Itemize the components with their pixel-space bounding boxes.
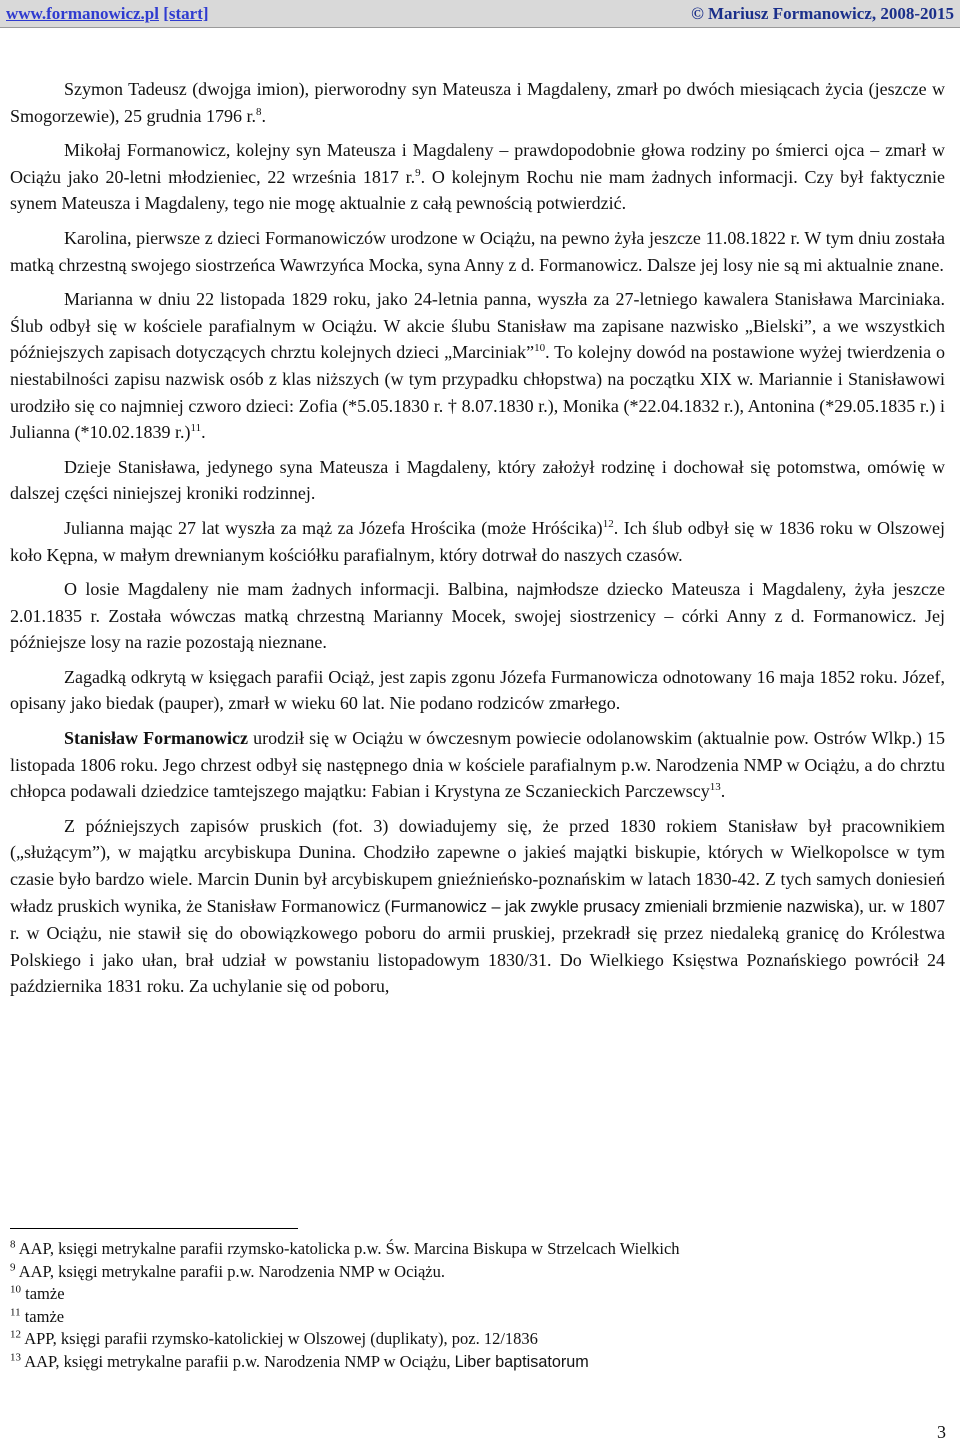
paragraph-text: Z późniejszych zapisów pruskich (fot. 3) dowiadujemy się, że przed 1830 rokiem Stanisław był pracownikiem („służącym”), w majątku arcybiskupa Dunina. Chodziło zapewne o jakieś majątki biskupie, których w Wielkopolsce w tym czasie było bardzo wiele. Marcin Dunin był arcybiskupem gnieźnieńsko-poznańskim w latach 1830-42. Z tych samych doniesień władz pruskich wynika, że Stanisław Formanowicz ( [10,815,945,916]
footnote-number: 10 [10,1283,21,1296]
paragraph-julianna [10,515,945,568]
paragraph-text: . [720,781,726,802]
paragraph-text: . [201,422,206,443]
paragraph-jozef [10,664,945,717]
start-link[interactable]: [start] [163,4,209,23]
footnote-text: AAP, księgi metrykalne parafii rzymsko-katolicka p.w. Św. Marcina Biskupa w Strzelcach Wielkich [18,1239,680,1258]
paragraph-text: ), ur. w 1807 r. w Ociążu, nie stawił się do obowiązkowego poboru do armii pruskiej, przekradł się przez niedaleką granicę do Królestwa Polskiego i jako ułan, brał udział w powstaniu listopadowym 1830/31. Do Wielkiego Księstwa Poznańskiego powrócił 24 października 1831 roku. Za uchylanie się od poboru, [10,895,945,997]
paragraph-text: . O kolejnym Rochu nie mam żadnych informacji. Czy był faktycznie synem Mateusza i Magdaleny, tego nie mogę aktualnie z całą pewnością potwierdzić. [10,166,946,214]
paragraph-szymon: Szymon Tadeusz (dwojga imion), pierworodny syn Mateusza i Magdaleny, zmarł po dwóch miesiącach życia (jeszcze w Smogorzewie), 25 grudnia 1796 r.$^8$. [10,79,945,126]
footnote-text: tamże [24,1306,65,1326]
footnote-text: tamże [25,1284,65,1303]
page-number: 3 [937,1422,946,1442]
footnote-number: 13 [10,1351,21,1363]
paragraph-text: Julianna mając 27 lat wyszła za mąż za Józefa Hrościka (może Hróścika) [64,517,603,538]
footnote-item [10,1328,945,1351]
paragraph-text: . To kolejny dowód na postawione wyżej twierdzenia o niestabilności zapisu nazwisk osób z klas niższych (w tym przypadku chłopstwa) na początku XIX w. Mariannie i Stanisławowi urodziło się co najmniej czworo dzieci: Zofia (*5.05.1830 r. † 8.07.1830 r.), Monika (*22.04.1832 r.), Antonina (*29.05.1835 r.) i Julianna (*10.02.1839 r.) [10,342,945,443]
paragraph-karolina [10,225,945,278]
footnote-text: AAP, księgi metrykalne parafii p.w. Narodzenia NMP w Ociążu, [24,1351,455,1371]
footnote-item [10,1306,945,1329]
paragraph-marianna [10,286,945,446]
footnote-number: 8 [10,1238,16,1251]
paragraph-text: urodził się w Ociążu w ówczesnym powiecie odolanowskim (aktualnie pow. Ostrów Wlkp.) 15 listopada 1806 roku. Jego chrzest odbył się następnego dnia w kościele parafialnym p.w. Narodzenia NMP w Ociążu, a do chrztu chłopca podawali dziedzice tamtejszego majątku: Fabian i Krystyna ze Sczanieckich Parczewscy [10,728,945,802]
header-links [6,0,209,27]
footnote-number: 12 [10,1328,21,1341]
paragraph-text: Mikołaj Formanowicz, kolejny syn Mateusza i Magdaleny – prawdopodobnie głowa rodziny po śmierci ojca – zmarł w Ociążu jako 20-letni młodzieniec, 22 września 1817 r. [10,140,945,187]
footnote-item [10,1351,945,1374]
paragraph-magdalena-balbina [10,576,945,656]
copyright-notice: © Mariusz Formanowicz, 2008-2015 [691,4,954,23]
paragraph-text: . Ich ślub odbył się w 1836 roku w Olszowej koło Kępna, w małym drewnianym kościółku parafialnym, który dotrwał do naszych czasów. [10,517,945,565]
footnote-number: 9 [10,1261,16,1273]
footnote-number: 11 [10,1306,21,1318]
paragraph-mikolaj [10,137,945,217]
paragraph-text-sans: Furmanowicz – jak zwykle prusacy zmieniali brzmienie nazwiska [390,897,854,916]
paragraph-text: Zagadką odkrytą w księgach parafii Ociąż, jest zapis zgonu Józefa Furmanowicza odnotowany 16 maja 1852 roku. Józef, opisany jako biedak (pauper), zmarł w wieku 60 lat. Nie podano rodziców zmarłego. [10,666,945,714]
footnote-ref-13: 13 [709,781,721,794]
footnote-text: AAP, księgi metrykalne parafii p.w. Narodzenia NMP w Ociążu. [18,1261,446,1281]
footnote-text: APP, księgi parafii rzymsko-katolickiej w Olszowej (duplikaty), poz. 12/1836 [24,1329,538,1348]
paragraph-text: Szymon Tadeusz (dwojga imion), pierworodny syn Mateusza i Magdaleny, zmarł po dwóch miesiącach życia (jeszcze w Smogorzewie), 25 grudnia 1796 r. [10,79,945,126]
paragraph-text: Marianna w dniu 22 listopada 1829 roku, jako 24-letnia panna, wyszła za 27-letniego kawalera Stanisława Marciniaka. Ślub odbył się w kościele parafialnym w Ociążu. W akcie ślubu Stanisław ma zapisane nazwisko „Bielski”, a we wszystkich późniejszych zapisach dotyczących chrztu kolejnych dzieci „Marciniak” [10,289,945,363]
footnote-ref-11: 11 [190,422,202,435]
paragraph-stanislaw-prussian [10,813,945,1000]
footnote-ref-8: 8 [255,105,262,118]
paragraph-text: W tym dniu została matką chrzestną swojego siostrzeńca Wawrzyńca Mocka, syna Anny z d. Formanowicz. [10,227,945,275]
footnote-ref-10: 10 [534,342,546,355]
document-body [10,76,945,1008]
footnote-item [10,1238,945,1261]
footnotes [10,1238,945,1373]
person-name-bold: Stanisław Formanowicz [64,728,249,749]
footnote-ref-9: 9 [415,166,421,179]
site-link[interactable]: www.formanowicz.pl [6,4,159,23]
paragraph-text: Dzieje Stanisława, jedynego syna Mateusza i Magdaleny, który założył rodzinę i dochował się potomstwa, omówię w dalszej części niniejszej kroniki rodzinnej. [10,456,945,504]
paragraph-stanislaw-intro [10,454,945,507]
page-header [0,0,960,28]
paragraph-text: Dalsze jej losy nie są mi aktualnie znane. [642,254,944,275]
footnote-text-sans: Liber baptisatorum [454,1352,589,1371]
footnote-ref-12: 12 [602,517,614,530]
paragraph-text: O losie Magdaleny nie mam żadnych informacji. Balbina, najmłodsze dziecko Mateusza i Magdaleny, żyła jeszcze 2.01.1835 r. Została wówczas matką chrzestną Marianny Mocek, swojej siostrzenicy – córki Anny z d. Formanowicz. Jej późniejsze losy na razie pozostają nieznane. [10,579,945,653]
paragraph-text: Karolina, pierwsze z dzieci Formanowiczów urodzone w Ociążu, na pewno żyła jeszcze 11.08.1822 r. [64,227,801,248]
paragraph-stanislaw-birth [10,725,945,805]
footnote-item [10,1261,945,1284]
footnote-item [10,1283,945,1306]
footnote-separator [10,1228,298,1229]
